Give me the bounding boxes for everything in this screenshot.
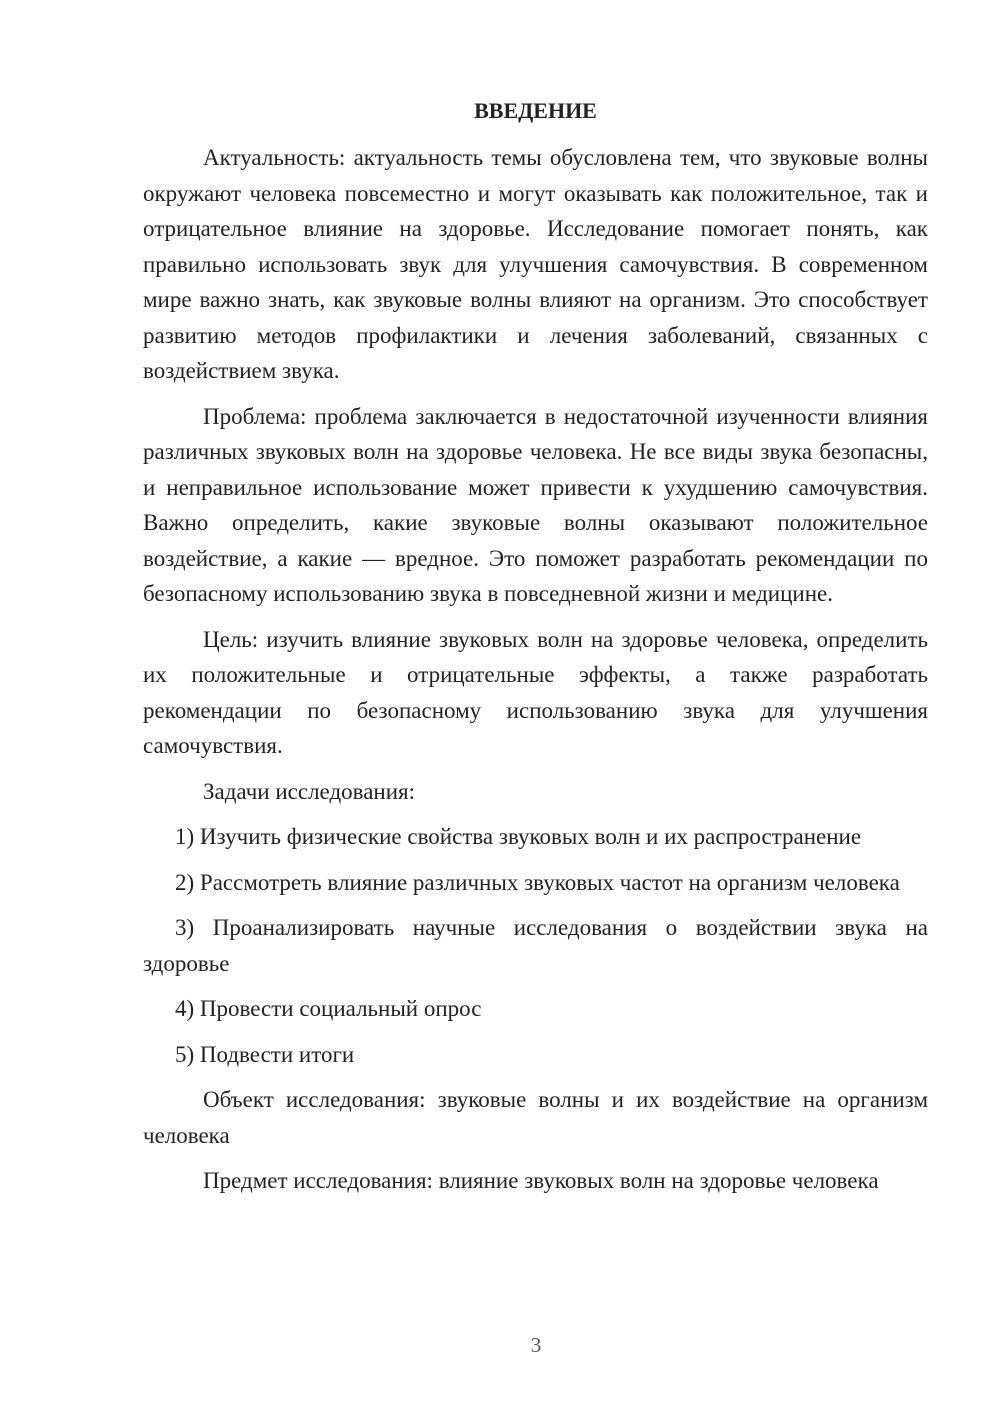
tasks-label: Задачи исследования:	[203, 778, 416, 804]
task-item: 3) Проанализировать научные исследования о воздействии звука на здоровье	[143, 915, 928, 976]
section-heading: ВВЕДЕНИЕ	[474, 98, 597, 123]
task-item: 4) Провести социальный опрос	[175, 996, 482, 1021]
task-item: 2) Рассмотреть влияние различных звуковых частот на организм человека	[175, 869, 900, 895]
tasks-list	[143, 819, 928, 1072]
goal-paragraph: Цель: изучить влияние звуковых волн на здоровье человека, определить их положительные и отрицательные эффекты, а также разработать рекомендации по безопасному использованию звука для улучшения самочувствия.	[143, 626, 928, 758]
document-body	[143, 93, 928, 1209]
problem-paragraph: Проблема: проблема заключается в недостаточной изученности влияния различных звуковых волн на здоровье человека. Не все виды звука безопасны, и неправильное использование может привести к ухудшению самочувствия. Важно определить, какие звуковые волны оказывают положительное воздействие, а какие — вредное. Это поможет разработать рекомендации по безопасному использованию звука в повседневной жизни и медицине.	[143, 403, 928, 606]
subject-paragraph: Предмет исследования: влияние звуковых волн на здоровье человека	[203, 1168, 879, 1193]
task-item: 5) Подвести итоги	[175, 1041, 355, 1067]
object-paragraph: Объект исследования: звуковые волны и их воздействие на организм человека	[143, 1087, 928, 1148]
task-item: 1) Изучить физические свойства звуковых волн и их распространение	[175, 824, 862, 849]
relevance-paragraph: Актуальность: актуальность темы обусловлена тем, что звуковые волны окружают человека повсеместно и могут оказывать как положительное, так и отрицательное влияние на здоровье. Исследование помогает понять, как правильно использовать звук для улучшения самочувствия. В современном мире важно знать, как звуковые волны влияют на организм. Это способствует развитию методов профилактики и лечения заболеваний, связанных с воздействием звука.	[143, 145, 928, 383]
page-number: 3	[530, 1333, 542, 1357]
